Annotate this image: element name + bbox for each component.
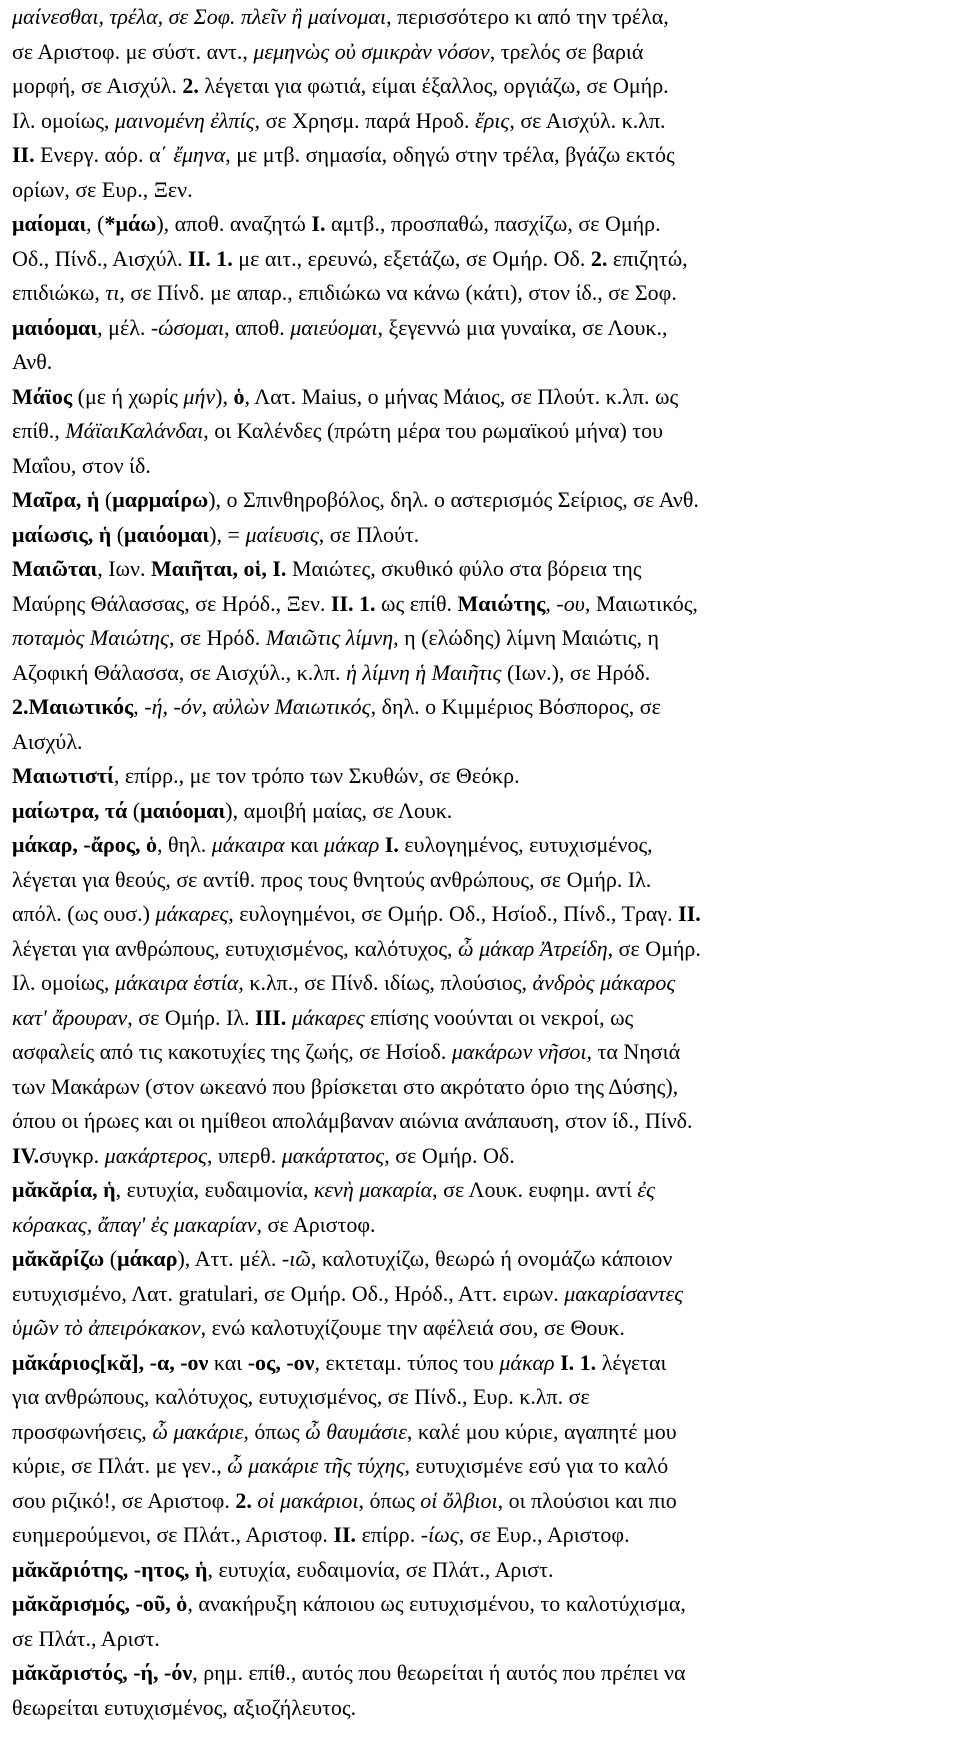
text-segment: για ανθρώπους, καλότυχος, ευτυχισμένος, σε Πίνδ., Ευρ. κ.λπ. bbox=[12, 1384, 564, 1409]
italic-segment: οἱ μακάριοι bbox=[257, 1487, 359, 1513]
text-line bbox=[12, 1484, 948, 1519]
text-segment: , ρημ. επίθ., αυτός που θεωρείται ή αυτός που πρέπει να bbox=[192, 1660, 686, 1685]
text-segment: με απαρ., επιδιώκω να κάνω (κάτι), στον ίδ., σε Σοφ. bbox=[204, 280, 677, 305]
italic-segment: ὦ μακάριε τῆς τύχης bbox=[227, 1453, 405, 1478]
text-segment: Μαιώτες, σκυθικό φύλο στα βόρεια της bbox=[286, 556, 642, 581]
bold-segment: μᾰκᾰρισμός, -οῦ, ὁ bbox=[12, 1591, 188, 1616]
text-segment: και bbox=[208, 1349, 248, 1375]
bold-segment: μαρμαίρω bbox=[112, 487, 209, 512]
text-segment: , σε Ομήρ. bbox=[607, 935, 701, 961]
text-segment: ευημερούμενοι, σε Πλάτ., Αριστοφ. bbox=[12, 1522, 334, 1547]
text-segment: , εκτεταμ. τύπος του bbox=[314, 1349, 500, 1375]
bold-segment: 2. bbox=[590, 245, 608, 271]
text-segment: , Μαιωτικός, bbox=[584, 590, 698, 616]
text-segment: ασφαλείς από τις κακοτυχίες της ζωής, σε Ησίοδ. bbox=[12, 1039, 447, 1064]
italic-segment: -ου bbox=[556, 590, 585, 616]
text-line bbox=[12, 483, 948, 518]
text-line bbox=[12, 863, 948, 898]
bold-segment: II. 1. bbox=[188, 245, 233, 271]
text-line bbox=[12, 587, 948, 622]
text-line bbox=[12, 690, 948, 725]
text-segment: σε bbox=[563, 1384, 590, 1409]
text-segment: , επίρρ., με τον τρόπο των Σκυθών, σε Θεόκρ. bbox=[113, 763, 520, 788]
text-line bbox=[12, 1139, 948, 1174]
text-segment: , bbox=[162, 694, 174, 719]
bold-segment: Μαιῆται, οἱ, I. bbox=[150, 556, 287, 581]
text-line bbox=[12, 1173, 948, 1208]
text-segment: ομοίως, bbox=[35, 970, 115, 995]
italic-segment: μαίνεσθαι, τρέλα, σε Σοφ. bbox=[12, 4, 236, 29]
text-segment: (με ή χωρίς bbox=[72, 383, 184, 409]
text-segment: , ανακήρυξη κάποιου ως ευτυχισμένου, το καλοτύχισμα, bbox=[187, 1591, 686, 1616]
italic-segment: ὦ μάκαρ Ἀτρείδη bbox=[458, 935, 608, 961]
text-line bbox=[12, 380, 948, 415]
text-segment: ευφημ. αντί bbox=[522, 1177, 638, 1202]
text-segment: ευλογημένος, ευτυχισμένος, bbox=[398, 832, 653, 857]
text-line bbox=[12, 1070, 948, 1105]
bold-segment: μαιόομαι bbox=[12, 314, 98, 340]
text-line bbox=[12, 1208, 948, 1243]
bold-segment: μαιόομαι bbox=[140, 797, 226, 823]
italic-segment: μακαρίσαντες bbox=[564, 1280, 684, 1306]
italic-segment: πλεῖν ἢ μαίνομαι bbox=[240, 4, 387, 29]
text-segment: , ευτυχία, ευδαιμονία, bbox=[115, 1177, 314, 1202]
text-line bbox=[12, 276, 948, 311]
italic-segment: -ή bbox=[144, 694, 163, 719]
text-segment: και bbox=[284, 832, 325, 857]
bold-segment: *μάω bbox=[104, 211, 157, 236]
bold-segment: IV. bbox=[12, 1142, 40, 1168]
text-segment: ορίων, σε Ευρ., Ξεν. bbox=[12, 176, 193, 202]
italic-segment: ΜάϊαιΚαλάνδαι bbox=[65, 418, 204, 443]
text-line bbox=[12, 759, 948, 794]
bold-segment: II. bbox=[12, 142, 35, 167]
text-segment: , μέλ. bbox=[97, 314, 151, 340]
text-segment: , σε Χρησμ. παρά Ηροδ. bbox=[254, 107, 470, 133]
italic-segment: ποταμὸς Μαιώτης bbox=[12, 625, 169, 650]
text-line bbox=[12, 794, 948, 829]
text-segment: ως επίθ. bbox=[375, 590, 458, 616]
text-segment: , ξεγεννώ μια γυναίκα, σε Λουκ., bbox=[377, 314, 668, 340]
text-segment: ειρων. bbox=[497, 1280, 565, 1306]
bold-segment: μᾰκᾰρία, ἡ bbox=[12, 1177, 116, 1202]
bold-segment: 2.Μαιωτικός bbox=[12, 694, 134, 719]
text-segment: όπου οι ήρωες και οι ημίθεοι απολάμβαναν αιώνια ανάπαυση, στον ίδ., Πίνδ. bbox=[12, 1108, 693, 1133]
text-segment: , περισσότερο κι από την τρέλα, bbox=[386, 4, 669, 29]
text-line bbox=[12, 207, 948, 242]
bold-segment: II. 1. bbox=[330, 590, 376, 616]
text-segment: , οι Καλένδες (πρώτη μέρα του ρωμαϊκού μήνα) του bbox=[203, 418, 664, 443]
bold-segment: I. bbox=[311, 211, 326, 236]
text-segment: , οι πλούσιοι και πιο bbox=[497, 1487, 677, 1513]
text-line bbox=[12, 966, 948, 1001]
text-segment: ιδίως, πλούσιος, bbox=[378, 970, 533, 995]
italic-segment: μάκαρ bbox=[499, 1349, 555, 1375]
bold-segment: II. bbox=[333, 1522, 357, 1547]
text-segment: Μαΐου, στον ίδ. bbox=[12, 452, 151, 478]
italic-segment: κενὴ μακαρία bbox=[313, 1177, 433, 1202]
text-segment: λέγεται για ανθρώπους, ευτυχισμένος, καλότυχος, bbox=[12, 935, 459, 961]
text-segment: ), Αττ. μέλ. bbox=[177, 1246, 282, 1271]
bold-segment: 2. bbox=[235, 1487, 252, 1513]
text-line bbox=[12, 1449, 948, 1484]
text-line bbox=[12, 104, 948, 139]
text-line bbox=[12, 1691, 948, 1726]
text-segment: , με μτβ. σημασία, οδηγώ στην τρέλα, βγάζω εκτός bbox=[225, 142, 675, 167]
text-segment: , bbox=[201, 694, 213, 719]
bold-segment: μαιόομαι bbox=[124, 521, 210, 547]
text-line bbox=[12, 725, 948, 760]
italic-segment: -ώσομαι bbox=[150, 314, 225, 340]
bold-segment: μάκαρ bbox=[117, 1246, 178, 1271]
bold-segment: μᾰκᾰρίζω bbox=[12, 1246, 105, 1271]
text-line bbox=[12, 621, 948, 656]
italic-segment: μάκαιρα ἑστία bbox=[114, 970, 239, 995]
text-segment: ως bbox=[649, 383, 679, 409]
text-segment: , bbox=[133, 694, 145, 719]
text-line bbox=[12, 414, 948, 449]
text-line bbox=[12, 656, 948, 691]
text-segment: , καλέ μου κύριε, αγαπητέ μου bbox=[406, 1418, 677, 1444]
text-segment: , κ.λπ., σε Πίνδ. bbox=[238, 970, 379, 995]
bold-segment: μαίομαι bbox=[12, 211, 87, 236]
text-line bbox=[12, 828, 948, 863]
bold-segment: Μαιώτης bbox=[457, 590, 546, 616]
italic-segment: ἀνδρὸς μάκαρος bbox=[532, 970, 676, 995]
text-line bbox=[12, 1553, 948, 1588]
text-line bbox=[12, 518, 948, 553]
bold-segment: Μαῖρα, ἡ bbox=[12, 487, 100, 512]
italic-segment: μάκαρες bbox=[291, 1004, 365, 1030]
text-segment: λέγεται bbox=[596, 1349, 667, 1375]
text-line bbox=[12, 173, 948, 208]
text-segment: επιδιώκω, bbox=[12, 280, 106, 305]
bold-segment: μάκαρ, -ἄρος, ὁ bbox=[12, 832, 158, 857]
text-segment: (Ιων.), σε Ηρόδ. bbox=[501, 659, 651, 685]
text-segment: , ευτυχισμένε εσύ για το καλό bbox=[404, 1453, 669, 1478]
text-segment: θεωρείται ευτυχισμένος, αξιοζήλευτος. bbox=[12, 1694, 357, 1720]
text-segment: ( bbox=[127, 797, 141, 823]
text-line bbox=[12, 1380, 948, 1415]
text-segment: λέγεται για φωτιά, είμαι έξαλλος, οργιάζω, σε Ομήρ. bbox=[198, 73, 669, 98]
text-segment: ), αμοιβή μαίας, σε Λουκ. bbox=[225, 797, 453, 823]
bold-segment: Μάϊος bbox=[12, 383, 73, 409]
text-line bbox=[12, 1242, 948, 1277]
text-line bbox=[12, 311, 948, 346]
text-segment: , Ιων. bbox=[97, 556, 151, 581]
text-segment: Ιλ. bbox=[12, 107, 36, 133]
text-segment: σε Πλάτ., Αριστ. bbox=[12, 1625, 160, 1651]
text-line bbox=[12, 242, 948, 277]
text-segment: συγκρ. bbox=[39, 1142, 105, 1168]
italic-segment: μάκαρ bbox=[324, 832, 380, 857]
text-line bbox=[12, 69, 948, 104]
text-line bbox=[12, 1311, 948, 1346]
text-segment: , σε Ευρ., Αριστοφ. bbox=[458, 1522, 630, 1547]
text-segment: , σε Αριστοφ. bbox=[256, 1211, 376, 1237]
text-segment: με σύστ. αντ., bbox=[120, 38, 254, 64]
bold-segment: μᾰκάριος[κᾰ], -α, -ον bbox=[12, 1349, 209, 1375]
italic-segment: μαινομένη ἐλπίς bbox=[114, 107, 255, 133]
italic-segment: μακάρων νῆσοι bbox=[451, 1039, 587, 1064]
text-segment: αμτβ., προσπαθώ, πασχίζω, σε Ομήρ. bbox=[325, 211, 661, 236]
italic-segment: κόρακας, ἄπαγ' ἐς μακαρίαν bbox=[12, 1211, 257, 1237]
text-line bbox=[12, 1622, 948, 1657]
text-line bbox=[12, 932, 948, 967]
italic-segment: -ιῶ bbox=[281, 1246, 311, 1271]
text-segment: , δηλ. ο Κιμμέριος Βόσπορος, σε bbox=[370, 694, 661, 719]
text-segment: , σε Ηρόδ. bbox=[168, 625, 261, 650]
italic-segment: ὦ θαυμάσιε bbox=[305, 1418, 407, 1444]
text-segment: , η (ελώδης) λίμνη Μαιώτις, η bbox=[393, 625, 660, 650]
text-segment: , σε Ομήρ. Οδ. bbox=[384, 1142, 515, 1168]
text-segment: ( bbox=[104, 1246, 118, 1271]
text-segment: ), ο Σπινθηροβόλος, δηλ. ο αστερισμός Σείριος, σε Ανθ. bbox=[208, 487, 699, 512]
text-segment: λέγεται για θεούς, σε αντίθ. προς τους θνητούς ανθρώπους, σε Ομήρ. Ιλ. bbox=[12, 866, 652, 892]
bold-segment: μᾰκᾰριότης, -ητος, ἡ bbox=[12, 1556, 208, 1582]
text-line bbox=[12, 1035, 948, 1070]
text-segment: επίσης νοούνται οι νεκροί, ως bbox=[364, 1004, 634, 1030]
text-segment: με αιτ., ερευνώ, εξετάζω, σε Ομήρ. Οδ. bbox=[232, 245, 591, 271]
text-segment: Ιλ. bbox=[12, 970, 36, 995]
text-segment: , Λατ. Maius, ο μήνας Μάιος, σε Πλούτ. κ.λπ. bbox=[244, 383, 650, 409]
text-segment: , bbox=[545, 590, 557, 616]
italic-segment: μαίευσις bbox=[245, 521, 319, 547]
italic-segment: οἱ ὄλβιοι bbox=[420, 1487, 498, 1513]
text-segment: απόλ. (ως ουσ.) bbox=[12, 901, 156, 926]
italic-segment: μακάρτερος bbox=[104, 1142, 207, 1168]
bold-segment: III. bbox=[255, 1004, 287, 1030]
text-segment: , σε Πλούτ. bbox=[318, 521, 420, 547]
italic-segment: μακάρτατος bbox=[281, 1142, 385, 1168]
italic-segment: ἡ λίμνη ἡ Μαιῆτις bbox=[345, 659, 502, 685]
text-segment: Αζοφική Θάλασσα, σε Αισχύλ., κ.λπ. bbox=[12, 659, 341, 685]
text-segment: ), bbox=[215, 383, 234, 409]
text-segment: , σε Πίνδ. bbox=[119, 280, 205, 305]
text-line bbox=[12, 449, 948, 484]
text-segment: προσφωνήσεις, bbox=[12, 1418, 153, 1444]
bold-segment: I. 1. bbox=[560, 1349, 597, 1375]
text-line bbox=[12, 1277, 948, 1312]
text-segment: , όπως bbox=[358, 1487, 421, 1513]
text-segment: ομοίως, bbox=[35, 107, 115, 133]
italic-segment: μεμηνὼς οὐ σμικρὰν νόσον bbox=[253, 38, 490, 64]
text-segment: σε Αριστοφ. bbox=[12, 38, 121, 64]
bold-segment: μαίωτρα, τά bbox=[12, 797, 128, 823]
italic-segment: μήν bbox=[183, 383, 216, 409]
text-line bbox=[12, 1518, 948, 1553]
italic-segment: ἐς bbox=[637, 1177, 655, 1202]
italic-segment: μάκαρες bbox=[155, 901, 229, 926]
text-segment: μορφή, σε Αισχύλ. bbox=[12, 73, 183, 98]
text-segment: , θηλ. bbox=[157, 832, 212, 857]
text-line bbox=[12, 35, 948, 70]
italic-segment: Μαιῶτις λίμνη bbox=[265, 625, 394, 650]
bold-segment: μᾰκᾰριστός, -ή, -όν bbox=[12, 1660, 193, 1685]
text-line bbox=[12, 1346, 948, 1381]
text-segment: Ενεργ. αόρ. α΄ bbox=[34, 142, 174, 167]
bold-segment: ὁ bbox=[233, 383, 245, 409]
text-line bbox=[12, 138, 948, 173]
text-segment: , ευτυχία, ευδαιμονία, σε Πλάτ., Αριστ. bbox=[207, 1556, 554, 1582]
text-line bbox=[12, 0, 948, 35]
bold-segment: I. bbox=[384, 832, 399, 857]
bold-segment: 2. bbox=[182, 73, 199, 98]
bold-segment: II. bbox=[678, 901, 701, 926]
italic-segment: τι bbox=[105, 280, 120, 305]
italic-segment: ἔρις bbox=[475, 107, 510, 133]
text-line bbox=[12, 552, 948, 587]
text-line bbox=[12, 1001, 948, 1036]
text-segment: Οδ., Πίνδ., Αισχύλ. bbox=[12, 245, 189, 271]
bold-segment: Μαιωτιστί bbox=[12, 763, 114, 788]
text-segment: , ( bbox=[86, 211, 105, 236]
text-line bbox=[12, 897, 948, 932]
text-segment: Αισχύλ. bbox=[12, 728, 83, 754]
text-segment: ( bbox=[99, 487, 113, 512]
text-segment: ), αποθ. αναζητώ bbox=[156, 211, 306, 236]
text-segment: επιζητώ, bbox=[607, 245, 688, 271]
text-segment: , τρελός σε βαριά bbox=[489, 38, 644, 64]
text-segment: Μαύρης Θάλασσας, σε Ηρόδ., Ξεν. bbox=[12, 590, 331, 616]
bold-segment: -ος, -ον bbox=[247, 1349, 315, 1375]
bold-segment: Μαιῶται bbox=[12, 556, 98, 581]
text-line bbox=[12, 345, 948, 380]
text-segment: , σε Λουκ. bbox=[432, 1177, 523, 1202]
text-segment: των Μακάρων (στον ωκεανό που βρίσκεται στο ακρότατο όριο της Δύσης), bbox=[12, 1073, 679, 1099]
text-segment: , υπερθ. bbox=[206, 1142, 282, 1168]
italic-segment: -ίως bbox=[420, 1522, 459, 1547]
text-segment: ευτυχισμένο, Λατ. gratulari, σε Ομήρ. Οδ., Ηρόδ., Αττ. bbox=[12, 1280, 498, 1306]
text-line bbox=[12, 1656, 948, 1691]
text-segment: , καλοτυχίζω, θεωρώ ή ονομάζω κάποιον bbox=[310, 1246, 673, 1271]
text-segment: , τα Νησιά bbox=[586, 1039, 681, 1064]
text-segment: κύριε, σε Πλάτ. bbox=[12, 1453, 151, 1478]
italic-segment: ὑμῶν τὸ ἀπειρόκακον bbox=[12, 1315, 201, 1340]
text-segment: , σε Ομήρ. Ιλ. bbox=[127, 1004, 256, 1030]
text-segment: , ευλογημένοι, σε Ομήρ. Οδ., Ησίοδ., Πίνδ., Τραγ. bbox=[228, 901, 679, 926]
text-line bbox=[12, 1104, 948, 1139]
text-segment: σου ριζικό!, σε Αριστοφ. bbox=[12, 1487, 236, 1513]
italic-segment: ἔμηνα bbox=[173, 142, 226, 167]
bold-segment: μαίωσις, ἡ bbox=[12, 521, 112, 547]
text-segment: επίρρ. bbox=[356, 1522, 421, 1547]
text-segment: , σε Αισχύλ. κ.λπ. bbox=[509, 107, 666, 133]
text-segment: επίθ., bbox=[12, 418, 66, 443]
text-segment: , ενώ καλοτυχίζουμε την αφέλειά σου, σε Θουκ. bbox=[200, 1315, 625, 1340]
text-line bbox=[12, 1587, 948, 1622]
italic-segment: -όν bbox=[173, 694, 202, 719]
text-segment: , αποθ. bbox=[224, 314, 291, 340]
text-segment: , όπως bbox=[243, 1418, 306, 1444]
italic-segment: κατ' ἄρουραν bbox=[12, 1004, 128, 1030]
text-segment: με γεν., bbox=[150, 1453, 228, 1478]
italic-segment: ὦ μακάριε bbox=[152, 1418, 244, 1444]
text-segment: ), = bbox=[209, 521, 246, 547]
text-line bbox=[12, 1415, 948, 1450]
text-segment: ( bbox=[111, 521, 125, 547]
italic-segment: αὐλὼν Μαιωτικός bbox=[212, 694, 371, 719]
text-segment: Ανθ. bbox=[12, 349, 53, 374]
italic-segment: μάκαιρα bbox=[211, 832, 285, 857]
italic-segment: μαιεύομαι bbox=[290, 314, 378, 340]
